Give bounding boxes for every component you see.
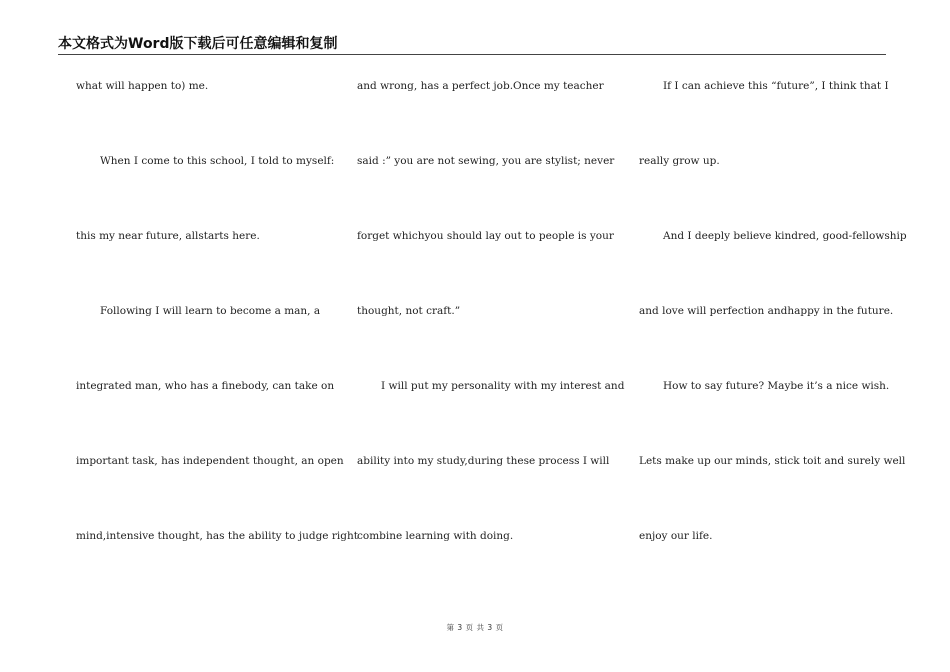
text-line: and love will perfection andhappy in the future.	[639, 305, 894, 317]
text-line: forget whichyou should lay out to people is your	[357, 230, 614, 242]
text-line: this my near future, allstarts here.	[76, 230, 260, 242]
text-line: Lets make up our minds, stick toit and surely well	[639, 455, 906, 467]
text-column-1	[76, 0, 358, 672]
text-line: And I deeply believe kindred, good-fellowship	[663, 230, 907, 242]
text-line: Following I will learn to become a man, a	[100, 305, 321, 317]
text-line: what will happen to) me.	[76, 80, 209, 92]
text-line: thought, not craft.”	[357, 305, 461, 317]
text-line: How to say future? Maybe it’s a nice wish.	[663, 380, 890, 392]
text-line: ability into my study,during these process I will	[357, 455, 610, 467]
text-line: said :” you are not sewing, you are stylist; never	[357, 155, 615, 167]
text-line: If I can achieve this “future”, I think that I	[663, 80, 889, 92]
header-title: 本文格式为Word版下载后可任意编辑和复制	[58, 36, 338, 52]
text-line: important task, has independent thought, an open	[76, 455, 344, 467]
text-column-3	[639, 0, 907, 672]
page-footer: 第 3 页 共 3 页	[446, 623, 504, 632]
text-column-2	[357, 0, 625, 672]
text-line: and wrong, has a perfect job.Once my teacher	[357, 80, 604, 92]
text-line: enjoy our life.	[639, 530, 713, 542]
text-line: mind,intensive thought, has the ability to judge right	[76, 530, 358, 542]
text-line: combine learning with doing.	[357, 530, 514, 542]
text-line: I will put my personality with my interest and	[381, 380, 625, 392]
text-line: really grow up.	[639, 155, 720, 167]
text-line: integrated man, who has a finebody, can take on	[76, 380, 335, 392]
text-line: When I come to this school, I told to myself:	[100, 155, 335, 167]
